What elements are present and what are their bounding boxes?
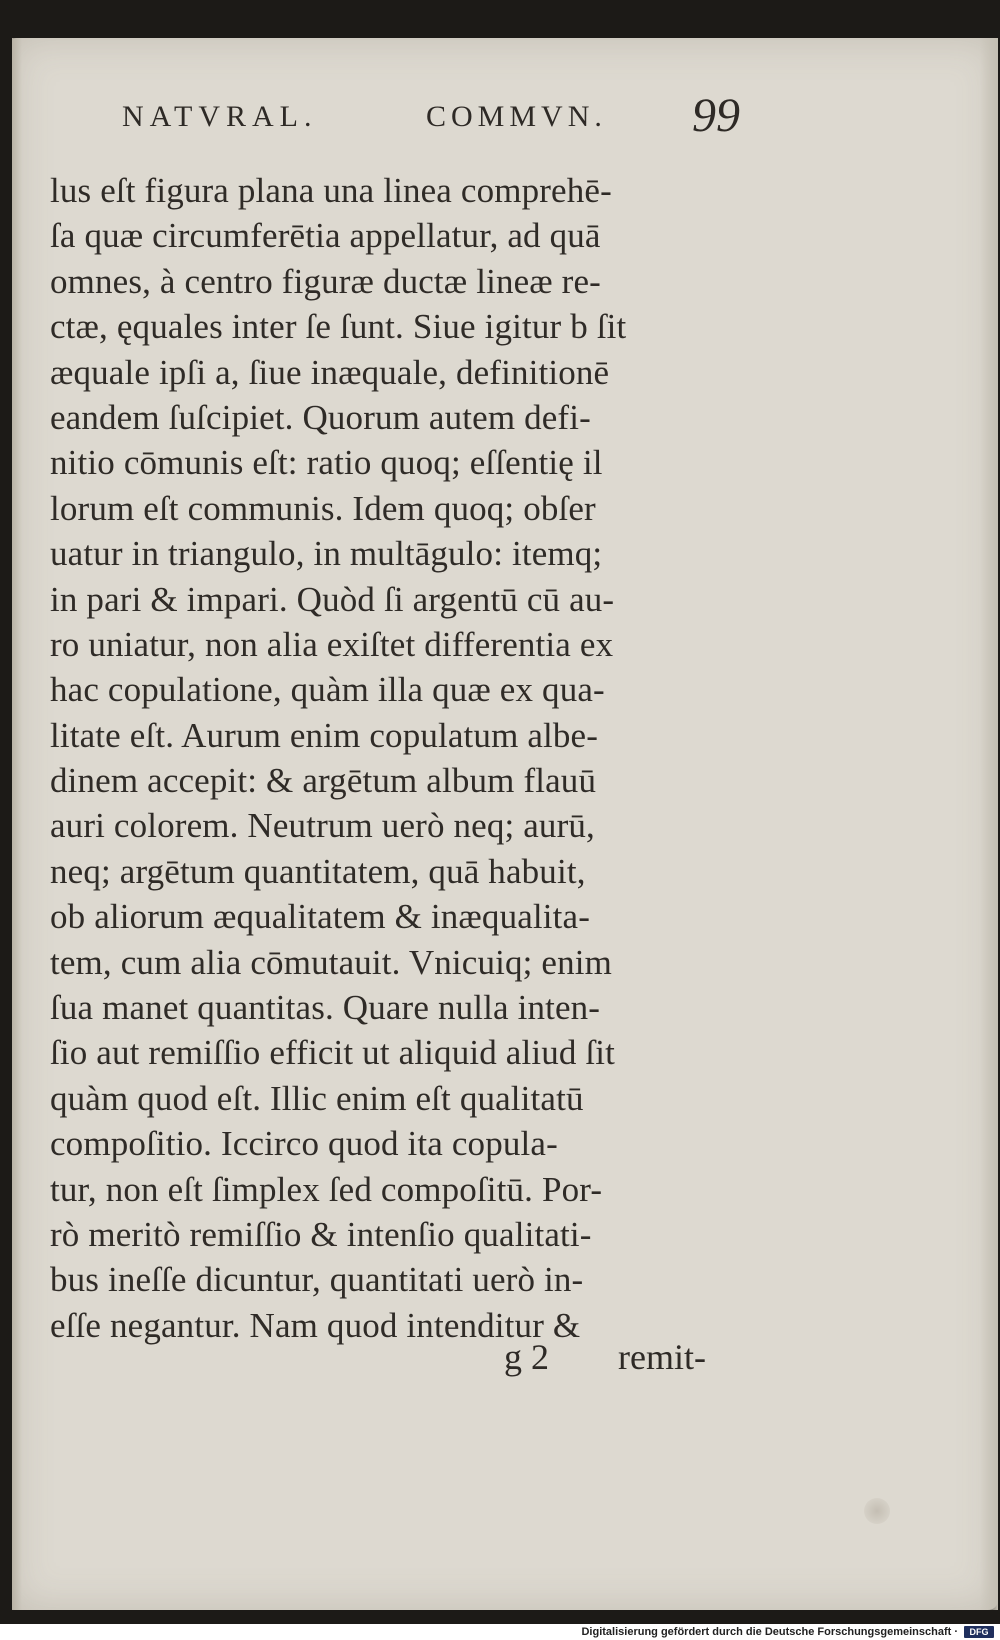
signature-mark: g 2 bbox=[504, 1337, 549, 1377]
text-line: auri colorem. Neutrum uerò neq; aurū, bbox=[50, 806, 595, 846]
running-head-left: NATVRAL. bbox=[122, 100, 318, 133]
text-line: lus eſt figura plana una linea comprehē- bbox=[50, 171, 612, 210]
text-line: litate eſt. Aurum enim copulatum albe- bbox=[50, 715, 599, 755]
text-line: ob aliorum æqualitatem & inæqualita- bbox=[50, 897, 591, 937]
catchword: remit- bbox=[618, 1337, 706, 1377]
text-line: bus ineſſe dicuntur, quantitati uerò in- bbox=[50, 1260, 584, 1300]
body-text bbox=[50, 168, 762, 1348]
page-number: 99 bbox=[692, 89, 740, 142]
text-line: rò meritò remiſſio & intenſio qualitati- bbox=[50, 1214, 592, 1254]
text-line: hac copulatione, quàm illa quæ ex qua- bbox=[50, 670, 605, 710]
text-line: ro uniatur, non alia exiſtet differentia ex bbox=[50, 624, 614, 664]
text-line: æquale ipſi a, ſiue inæquale, definitionē bbox=[50, 352, 610, 392]
text-line: omnes, à centro figuræ ductæ lineæ re- bbox=[50, 261, 601, 301]
text-line: tur, non eſt ſimplex ſed compoſitū. Por- bbox=[50, 1169, 603, 1209]
text-line: lorum eſt communis. Idem quoq; obſer bbox=[50, 488, 596, 528]
text-line: in pari & impari. Quòd ſi argentū cū au- bbox=[50, 579, 615, 619]
text-line: nitio cōmunis eſt: ratio quoq; eſſentię il bbox=[50, 443, 603, 483]
page-edge-shadow bbox=[980, 38, 998, 1610]
funding-credit: Digitalisierung gefördert durch die Deutsche Forschungsgemeinschaft · bbox=[581, 1626, 958, 1638]
text-line: compoſitio. Iccirco quod ita copula- bbox=[50, 1124, 558, 1164]
text-line: ſio aut remiſſio efficit ut aliquid aliud ſit bbox=[50, 1033, 616, 1073]
text-line: neq; argētum quantitatem, quā habuit, bbox=[50, 851, 586, 891]
text-line: uatur in triangulo, in multāgulo: itemq; bbox=[50, 534, 603, 574]
text-line: quàm quod eſt. Illic enim eſt qualitatū bbox=[50, 1078, 584, 1118]
running-head bbox=[108, 89, 768, 162]
page-gutter-shadow bbox=[12, 38, 22, 1610]
dfg-logo: DFG bbox=[964, 1626, 994, 1638]
text-line: eandem ſuſcipiet. Quorum autem defi- bbox=[50, 397, 591, 437]
text-line: tem, cum alia cōmutauit. Vnicuiq; enim bbox=[50, 942, 613, 982]
running-head-center: COMMVN. bbox=[426, 100, 607, 133]
text-line: eſſe negantur. Nam quod intenditur & bbox=[50, 1305, 581, 1345]
text-line: ſa quæ circumferētia appellatur, ad quā bbox=[50, 216, 601, 256]
text-line: ctæ, ęquales inter ſe ſunt. Siue igitur b ſit bbox=[50, 307, 627, 347]
paper-stain bbox=[864, 1498, 890, 1524]
text-line: dinem accepit: & argētum album flauū bbox=[50, 761, 597, 801]
text-line: ſua manet quantitas. Quare nulla inten- bbox=[50, 988, 601, 1028]
